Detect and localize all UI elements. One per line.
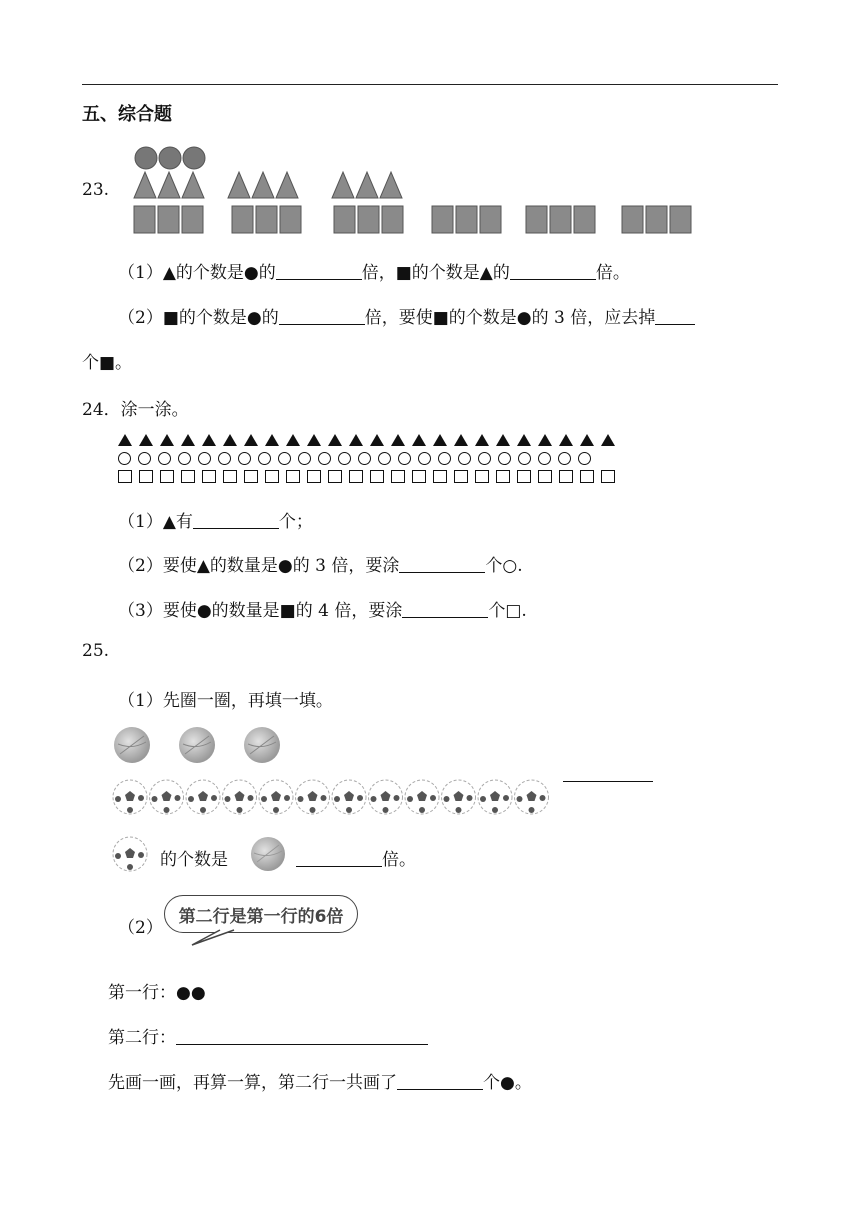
basketball-icon bbox=[248, 834, 290, 874]
q24-blank-3[interactable] bbox=[402, 600, 488, 618]
circle-symbol[interactable] bbox=[378, 452, 391, 465]
soccer-ball-icon bbox=[478, 780, 512, 814]
square-shape bbox=[480, 206, 501, 233]
triangle-symbol bbox=[202, 434, 216, 446]
triangle-shape bbox=[380, 172, 402, 198]
soccer-ball-icon bbox=[113, 780, 147, 814]
q25-final-text-b: 个●。 bbox=[483, 1073, 532, 1093]
triangle-shape bbox=[332, 172, 354, 198]
circle-symbol[interactable] bbox=[418, 452, 431, 465]
q24-square-row bbox=[118, 470, 622, 483]
soccer-ball-icon bbox=[442, 780, 476, 814]
square-shape bbox=[670, 206, 691, 233]
triangle-symbol bbox=[328, 434, 342, 446]
circle-symbol[interactable] bbox=[258, 452, 271, 465]
square-symbol[interactable] bbox=[160, 470, 174, 483]
square-symbol[interactable] bbox=[370, 470, 384, 483]
square-shape bbox=[134, 206, 155, 233]
square-symbol[interactable] bbox=[181, 470, 195, 483]
square-symbol[interactable] bbox=[244, 470, 258, 483]
square-shape bbox=[574, 206, 595, 233]
triangle-symbol bbox=[307, 434, 321, 446]
q25-row2 bbox=[108, 1023, 428, 1048]
q24-part3-text-b: 个□. bbox=[488, 601, 527, 621]
triangle-symbol bbox=[370, 434, 384, 446]
basketball-icon bbox=[179, 727, 215, 763]
square-symbol[interactable] bbox=[433, 470, 447, 483]
circle-symbol[interactable] bbox=[398, 452, 411, 465]
triangle-symbol bbox=[265, 434, 279, 446]
q25-part1: （1）先圈一圈，再填一填。 bbox=[118, 691, 333, 711]
triangle-symbol bbox=[580, 434, 594, 446]
section-title: 五、综合题 bbox=[82, 104, 172, 125]
square-symbol[interactable] bbox=[223, 470, 237, 483]
q24-blank-1[interactable] bbox=[193, 511, 279, 529]
q25-row2-label: 第二行： bbox=[108, 1028, 176, 1048]
triangle-shape bbox=[182, 172, 204, 198]
square-shape bbox=[432, 206, 453, 233]
q25-answer-line[interactable] bbox=[563, 781, 653, 782]
q23-part2-text-c: 个■。 bbox=[82, 353, 133, 373]
q23-part1 bbox=[118, 258, 630, 283]
circle-symbol[interactable] bbox=[538, 452, 551, 465]
square-shape bbox=[646, 206, 667, 233]
soccer-ball-icon bbox=[259, 780, 293, 814]
triangle-shape bbox=[252, 172, 274, 198]
q24-part1-text-a: （1）▲有 bbox=[118, 512, 193, 532]
q24-blank-2[interactable] bbox=[399, 555, 485, 573]
soccer-ball-icon bbox=[186, 780, 220, 814]
circle-symbol[interactable] bbox=[298, 452, 311, 465]
q23-part2 bbox=[118, 303, 695, 328]
triangle-shape bbox=[228, 172, 250, 198]
square-symbol[interactable] bbox=[349, 470, 363, 483]
q25-basketball-row bbox=[110, 724, 290, 768]
soccer-ball-icon bbox=[110, 834, 152, 874]
circle-symbol[interactable] bbox=[578, 452, 591, 465]
q24-part2-text-b: 个○. bbox=[485, 556, 523, 576]
triangle-symbol bbox=[412, 434, 426, 446]
square-symbol[interactable] bbox=[538, 470, 552, 483]
square-shape bbox=[280, 206, 301, 233]
q25-row1: 第一行：●● bbox=[108, 983, 206, 1003]
square-symbol[interactable] bbox=[391, 470, 405, 483]
q23-number: 23. bbox=[82, 180, 110, 200]
q24-part2-text-a: （2）要使▲的数量是●的 3 倍，要涂 bbox=[118, 556, 400, 576]
triangle-symbol bbox=[496, 434, 510, 446]
q23-part2-text-b: 倍，要使■的个数是●的 3 倍，应去掉 bbox=[364, 308, 656, 328]
q24-triangle-row bbox=[118, 434, 622, 446]
soccer-ball-icon bbox=[332, 780, 366, 814]
circle-symbol[interactable] bbox=[318, 452, 331, 465]
basketball-icon bbox=[244, 727, 280, 763]
square-symbol[interactable] bbox=[454, 470, 468, 483]
triangle-symbol bbox=[391, 434, 405, 446]
square-shape bbox=[334, 206, 355, 233]
triangle-symbol bbox=[223, 434, 237, 446]
q25-final bbox=[108, 1068, 532, 1093]
q23-blank-1[interactable] bbox=[276, 262, 362, 280]
q25-compare bbox=[296, 845, 416, 870]
q25-part2-label: （2） bbox=[118, 918, 163, 938]
soccer-ball-icon bbox=[405, 780, 439, 814]
square-symbol[interactable] bbox=[559, 470, 573, 483]
triangle-symbol bbox=[286, 434, 300, 446]
square-symbol[interactable] bbox=[265, 470, 279, 483]
q24-number: 24．涂一涂。 bbox=[82, 400, 189, 420]
soccer-ball-icon bbox=[150, 780, 184, 814]
q25-compare-text-b: 倍。 bbox=[382, 850, 416, 870]
q24-part2 bbox=[118, 551, 523, 576]
soccer-ball-icon bbox=[223, 780, 257, 814]
top-rule bbox=[82, 84, 778, 85]
triangle-symbol bbox=[244, 434, 258, 446]
soccer-ball-icon bbox=[515, 780, 549, 814]
square-shape bbox=[182, 206, 203, 233]
triangle-symbol bbox=[349, 434, 363, 446]
square-symbol[interactable] bbox=[601, 470, 615, 483]
triangle-symbol bbox=[454, 434, 468, 446]
q24-part1-text-b: 个； bbox=[278, 512, 313, 532]
square-symbol[interactable] bbox=[202, 470, 216, 483]
circle-symbol[interactable] bbox=[178, 452, 191, 465]
circle-symbol[interactable] bbox=[158, 452, 171, 465]
square-shape bbox=[358, 206, 379, 233]
circle-symbol[interactable] bbox=[198, 452, 211, 465]
triangle-symbol bbox=[475, 434, 489, 446]
square-symbol[interactable] bbox=[412, 470, 426, 483]
triangle-shape bbox=[356, 172, 378, 198]
triangle-symbol bbox=[181, 434, 195, 446]
circle-symbol[interactable] bbox=[278, 452, 291, 465]
square-shape bbox=[382, 206, 403, 233]
q25-row2-drawing-line[interactable] bbox=[176, 1027, 428, 1045]
q23-part1-text-a: （1）▲的个数是●的 bbox=[118, 263, 276, 283]
square-shape bbox=[456, 206, 477, 233]
triangle-symbol bbox=[139, 434, 153, 446]
q25-blank-2[interactable] bbox=[397, 1072, 483, 1090]
triangle-shape bbox=[276, 172, 298, 198]
circle-symbol[interactable] bbox=[558, 452, 571, 465]
square-symbol[interactable] bbox=[580, 470, 594, 483]
circle-symbol[interactable] bbox=[518, 452, 531, 465]
triangle-symbol bbox=[433, 434, 447, 446]
q25-soccer-row bbox=[110, 776, 555, 818]
q24-part1 bbox=[118, 507, 313, 532]
q24-part3-text-a: （3）要使●的数量是■的 4 倍，要涂 bbox=[118, 601, 403, 621]
circle-symbol[interactable] bbox=[498, 452, 511, 465]
q23-blank-4[interactable] bbox=[655, 307, 695, 325]
circle-symbol[interactable] bbox=[438, 452, 451, 465]
circle-symbol[interactable] bbox=[138, 452, 151, 465]
basketball-icon bbox=[114, 727, 150, 763]
q25-compare-text-a: 的个数是 bbox=[160, 850, 228, 870]
square-symbol[interactable] bbox=[118, 470, 132, 483]
triangle-symbol bbox=[517, 434, 531, 446]
square-symbol[interactable] bbox=[286, 470, 300, 483]
triangle-shape bbox=[134, 172, 156, 198]
square-shape bbox=[622, 206, 643, 233]
circle-symbol[interactable] bbox=[118, 452, 131, 465]
square-shape bbox=[256, 206, 277, 233]
q23-part1-text-b: 倍，■的个数是▲的 bbox=[361, 263, 510, 283]
circle-symbol[interactable] bbox=[358, 452, 371, 465]
q23-shapes-figure bbox=[128, 142, 708, 242]
triangle-shape bbox=[158, 172, 180, 198]
square-symbol[interactable] bbox=[517, 470, 531, 483]
q23-part1-text-c: 倍。 bbox=[595, 263, 630, 283]
triangle-symbol bbox=[118, 434, 132, 446]
circle-symbol[interactable] bbox=[458, 452, 471, 465]
square-symbol[interactable] bbox=[475, 470, 489, 483]
square-symbol[interactable] bbox=[307, 470, 321, 483]
square-symbol[interactable] bbox=[139, 470, 153, 483]
triangle-symbol bbox=[601, 434, 615, 446]
square-shape bbox=[232, 206, 253, 233]
soccer-ball-icon bbox=[296, 780, 330, 814]
q23-blank-2[interactable] bbox=[510, 262, 596, 280]
circle-symbol[interactable] bbox=[338, 452, 351, 465]
triangle-symbol bbox=[160, 434, 174, 446]
square-shape bbox=[526, 206, 547, 233]
q25-blank-1[interactable] bbox=[296, 849, 382, 867]
q23-part2-text-a: （2）■的个数是●的 bbox=[118, 308, 279, 328]
speech-bubble-tail bbox=[190, 928, 240, 948]
circle-symbol[interactable] bbox=[218, 452, 231, 465]
square-symbol[interactable] bbox=[496, 470, 510, 483]
square-symbol[interactable] bbox=[328, 470, 342, 483]
square-shape bbox=[550, 206, 571, 233]
triangle-symbol bbox=[559, 434, 573, 446]
q25-final-text-a: 先画一画，再算一算，第二行一共画了 bbox=[108, 1073, 397, 1093]
square-shape bbox=[158, 206, 179, 233]
q25-number: 25. bbox=[82, 641, 110, 661]
q23-blank-3[interactable] bbox=[279, 307, 365, 325]
q24-circle-row bbox=[118, 452, 598, 465]
soccer-ball-icon bbox=[369, 780, 403, 814]
circle-symbol[interactable] bbox=[238, 452, 251, 465]
q24-part3 bbox=[118, 596, 527, 621]
speech-bubble-text: 第二行是第一行的6倍 bbox=[178, 906, 344, 927]
circle-symbol[interactable] bbox=[478, 452, 491, 465]
triangle-symbol bbox=[538, 434, 552, 446]
